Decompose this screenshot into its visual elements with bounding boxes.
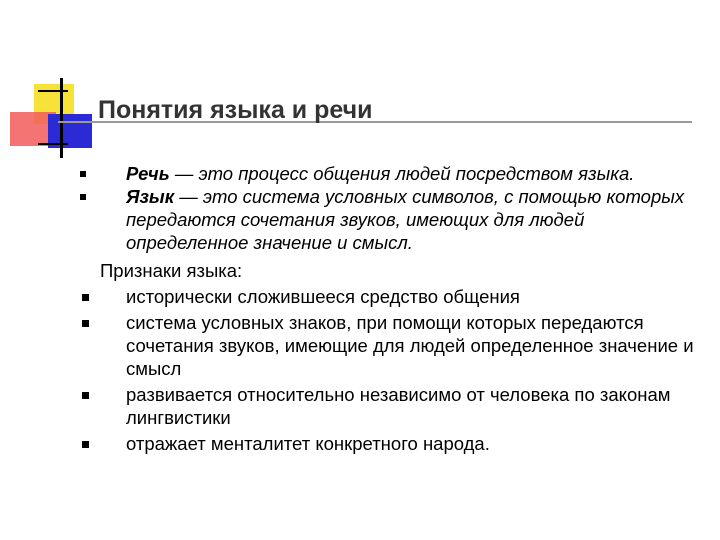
slide-title: Понятия языка и речи bbox=[98, 96, 373, 124]
horizontal-line-bottom bbox=[38, 143, 68, 145]
feature-text: развивается относительно независимо от человека по законам лингвистики bbox=[126, 384, 671, 428]
definition-item bbox=[100, 185, 710, 254]
definition-item bbox=[100, 162, 710, 185]
features-list bbox=[100, 285, 710, 455]
definition-text: — это процесс общения людей посредством языка. bbox=[169, 163, 635, 184]
definition-text: — это система условных символов, с помощью которых передаются сочетания звуков, имеющих для людей определенное значение и смысл. bbox=[126, 186, 685, 253]
feature-item bbox=[100, 383, 710, 429]
definition-term: Речь bbox=[126, 163, 170, 184]
slide-body bbox=[100, 162, 710, 455]
feature-item bbox=[100, 285, 710, 308]
square-bullet-icon bbox=[82, 392, 89, 399]
square-bullet-icon bbox=[80, 171, 86, 177]
features-heading: Признаки языка: bbox=[100, 260, 243, 281]
feature-text: отражает менталитет конкретного народа. bbox=[126, 433, 490, 454]
feature-item bbox=[100, 311, 710, 380]
square-bullet-icon bbox=[82, 320, 89, 327]
square-bullet-icon bbox=[82, 294, 89, 301]
square-bullet-icon bbox=[82, 441, 89, 448]
horizontal-line-top bbox=[38, 90, 68, 92]
feature-text: исторически сложившееся средство общения bbox=[126, 286, 520, 307]
square-bullet-icon bbox=[80, 194, 86, 200]
feature-item bbox=[100, 432, 710, 455]
definition-term: Язык bbox=[126, 186, 175, 207]
feature-text: система условных знаков, при помощи которых передаются сочетания звуков, имеющие для людей определенное значение и смысл bbox=[126, 312, 694, 379]
